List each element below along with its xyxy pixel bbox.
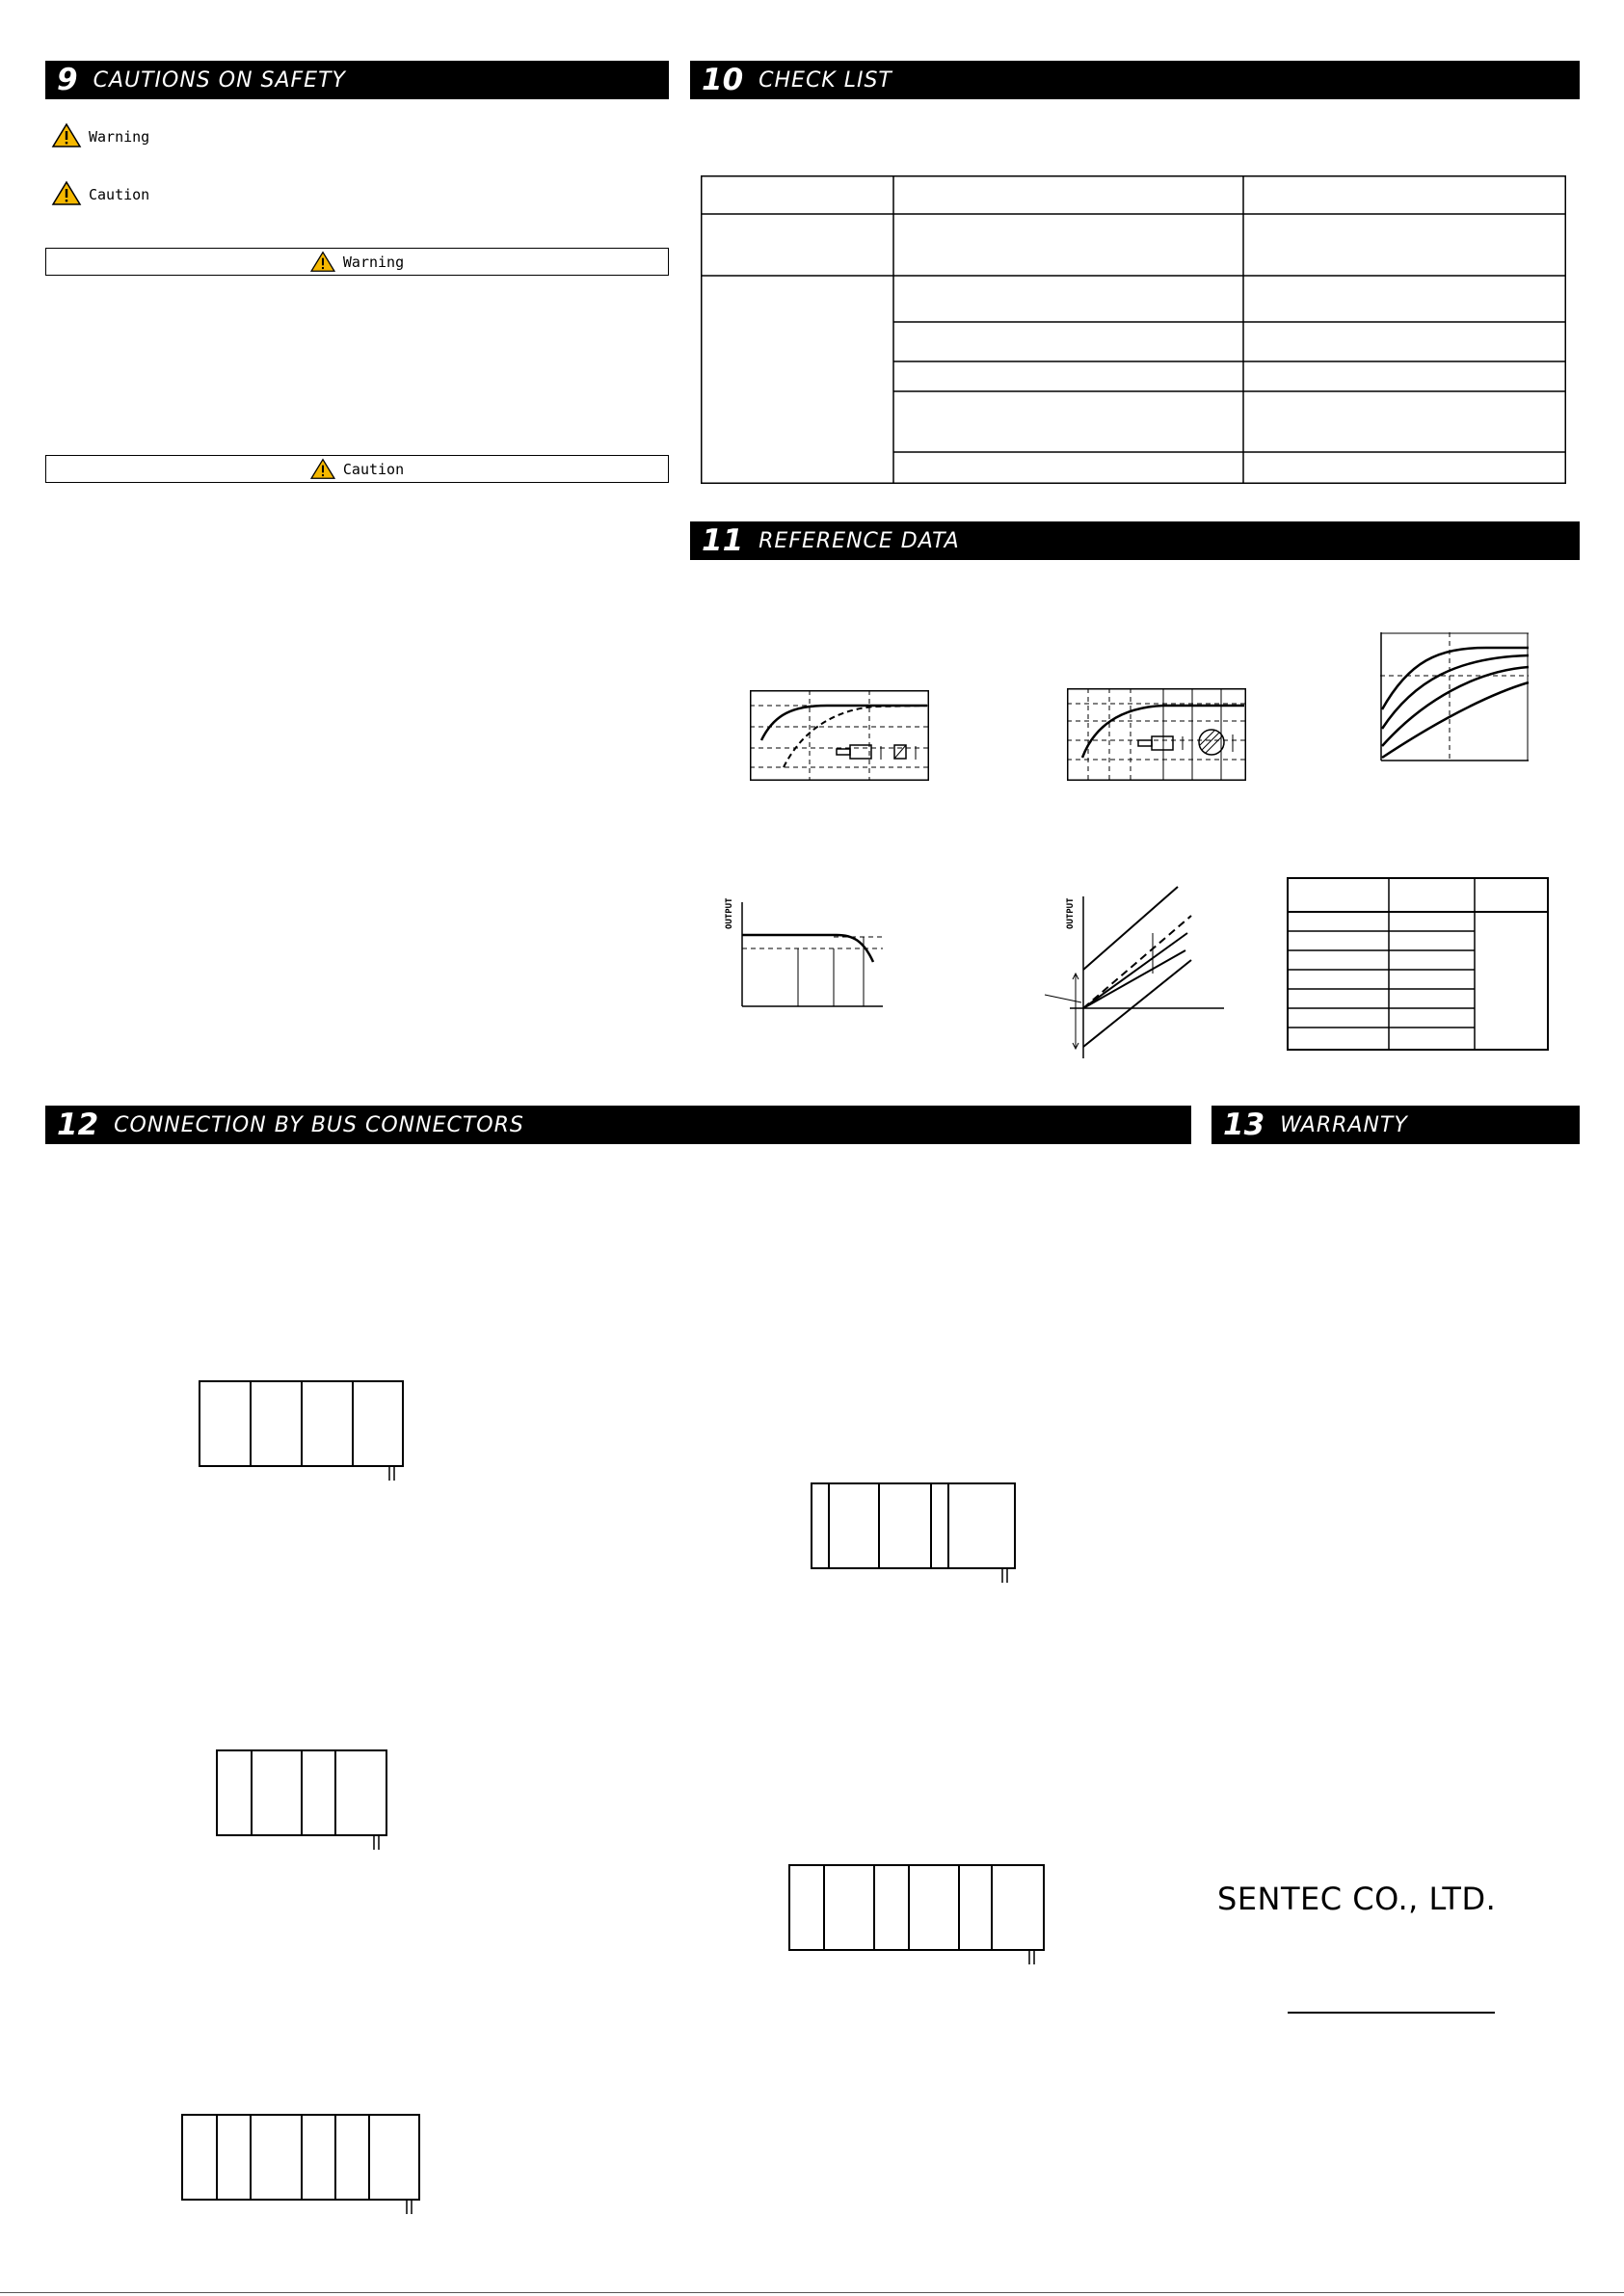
section-9-title: CAUTIONS ON SAFETY <box>93 67 346 93</box>
connector-slot <box>880 1484 932 1567</box>
connector-slot <box>949 1484 1014 1567</box>
connector-slot <box>790 1866 825 1949</box>
connector-terminal-2 <box>1000 1567 1010 1583</box>
graph-5-output-label: OUTPUT <box>1066 897 1076 929</box>
graph-4-output-label: OUTPUT <box>725 897 734 929</box>
signature-line <box>1288 2012 1495 2014</box>
connector-slot <box>303 1751 336 1834</box>
reference-graph-5 <box>1041 885 1234 1058</box>
section-11-title: REFERENCE DATA <box>759 528 960 553</box>
section-9-banner <box>45 61 669 99</box>
connector-slot <box>336 2116 370 2199</box>
connector-slot <box>932 1484 949 1567</box>
warning-box <box>45 248 669 276</box>
connector-slot <box>910 1866 960 1949</box>
connector-slot <box>218 1751 253 1834</box>
connector-slot <box>200 1382 252 1465</box>
caution-label: Caution <box>89 186 150 203</box>
reference-graph-2 <box>1067 688 1246 781</box>
connector-terminal-4 <box>1027 1949 1037 1964</box>
connector-slot <box>253 1751 303 1834</box>
connector-slot <box>875 1866 910 1949</box>
caution-box <box>45 455 669 483</box>
connector-slot <box>354 1382 402 1465</box>
caution-box-label: Caution <box>342 460 405 478</box>
connector-slot <box>993 1866 1043 1949</box>
connector-slot <box>830 1484 880 1567</box>
connector-terminal-1 <box>387 1465 397 1481</box>
connector-slot <box>812 1484 830 1567</box>
section-10-banner <box>690 61 1580 99</box>
connector-slot <box>303 2116 336 2199</box>
reference-table <box>1287 877 1549 1051</box>
reference-graph-4 <box>723 894 887 1010</box>
page-bottom-rule <box>0 2292 1624 2293</box>
connector-slot <box>370 2116 418 2199</box>
connector-slot <box>303 1382 354 1465</box>
company-name: SENTEC CO., LTD. <box>1217 1881 1497 1917</box>
section-13-number: 13 <box>1223 1108 1265 1142</box>
connector-slot <box>252 1382 303 1465</box>
connector-slot <box>252 2116 303 2199</box>
caution-box-icon <box>310 458 335 480</box>
section-13-title: WARRANTY <box>1280 1112 1408 1137</box>
warning-box-icon <box>310 251 335 273</box>
bus-connector-diagram-4 <box>788 1864 1045 1951</box>
bus-connector-diagram-3 <box>216 1749 387 1836</box>
warning-label: Warning <box>89 128 150 146</box>
bus-connector-diagram-1 <box>199 1380 404 1467</box>
section-10-title: CHECK LIST <box>759 67 892 93</box>
bus-connector-diagram-2 <box>811 1482 1016 1569</box>
section-12-number: 12 <box>57 1108 99 1142</box>
section-9-number: 9 <box>57 63 78 97</box>
connector-slot <box>960 1866 993 1949</box>
connector-slot <box>825 1866 875 1949</box>
connector-slot <box>183 2116 218 2199</box>
section-12-banner <box>45 1106 1191 1144</box>
connector-slot <box>218 2116 252 2199</box>
warning-icon <box>52 122 81 148</box>
section-11-number: 11 <box>702 523 744 558</box>
reference-graph-3 <box>1380 632 1529 762</box>
checklist-table <box>701 175 1566 484</box>
section-13-banner <box>1211 1106 1580 1144</box>
caution-icon <box>52 180 81 206</box>
section-10-number: 10 <box>702 63 744 97</box>
reference-graph-1 <box>750 690 929 781</box>
warning-box-label: Warning <box>342 253 405 271</box>
connector-terminal-3 <box>372 1834 382 1850</box>
section-11-banner <box>690 521 1580 560</box>
connector-slot <box>336 1751 386 1834</box>
connector-terminal-5 <box>405 2199 414 2214</box>
section-12-title: CONNECTION BY BUS CONNECTORS <box>114 1112 524 1137</box>
bus-connector-diagram-5 <box>181 2114 420 2201</box>
